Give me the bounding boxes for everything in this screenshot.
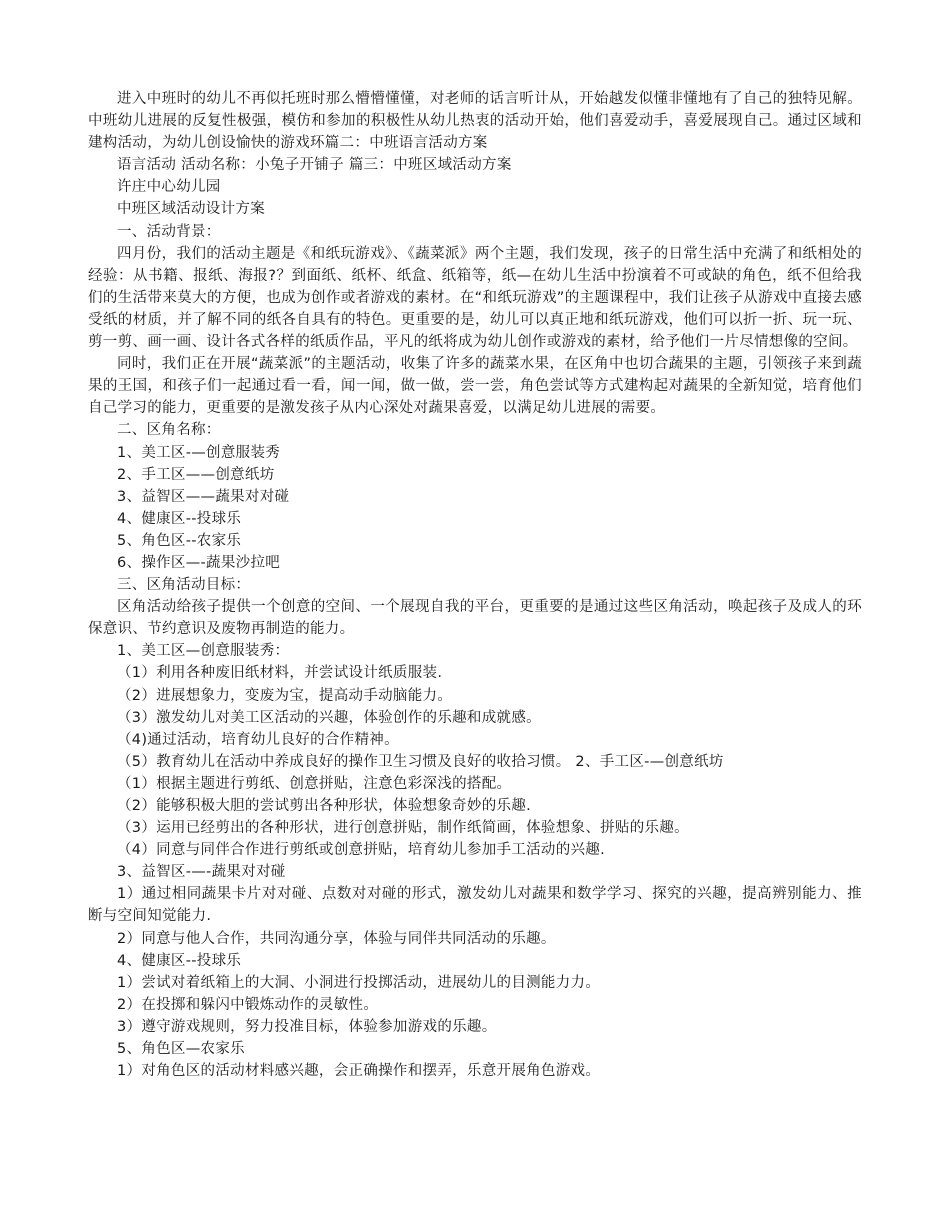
subsection-heading: 3、益智区-—-蔬果对对碰 — [117, 864, 286, 881]
list-item: （4)通过活动，培育幼儿良好的合作精神。 — [117, 731, 399, 748]
list-item: （2）进展想象力，变废为宝，提高动手动脑能力。 — [117, 687, 453, 704]
list-item: （2）能够积极大胆的尝试剪出各种形状，体验想象奇妙的乐趣. — [117, 798, 532, 814]
subsection-heading: 1、美工区—创意服装秀： — [117, 643, 290, 660]
list-item: 3）遵守游戏规则，努力投准目标，体验参加游戏的乐趣。 — [117, 1018, 497, 1035]
background-paragraph: 同时，我们正在开展“蔬菜派”的主题活动，收集了许多的蔬菜水果，在区角中也切合蔬果的主题，引领孩子来到蔬果的王国，和孩子们一起通过看一看，闻一闻，做一做，尝一尝，角色尝试等方式建构起对蔬果的全新知觉，培育他们自己学习的能力，更重要的是激发孩子从内心深处对蔬果喜爱，以满足幼儿进展的需要。 — [88, 356, 862, 417]
list-item: 3、益智区——蔬果对对碰 — [117, 488, 290, 505]
list-item: （1）利用各种废旧纸材料，并尝试设计纸质服装. — [117, 665, 443, 682]
list-item: 2、手工区——创意纸坊 — [117, 466, 275, 483]
list-item: 4、健康区--投球乐 — [117, 510, 242, 527]
list-item: 1）通过相同蔬果卡片对对碰、点数对对碰的形式，激发幼儿对蔬果和数学学习、探究的兴趣，提高辨别能力、推断与空间知觉能力. — [88, 886, 862, 925]
list-item: （3）激发幼儿对美工区活动的兴趣，体验创作的乐趣和成就感。 — [117, 709, 541, 726]
list-item: （1）根据主题进行剪纸、创意拼贴，注意色彩深浅的搭配。 — [117, 775, 512, 792]
list-item: 1）对角色区的活动材料感兴趣，会正确操作和摆弄，乐意开展角色游戏。 — [117, 1063, 601, 1080]
subsection-heading: 4、健康区--投球乐 — [117, 952, 242, 969]
list-item: （3）运用已经剪出的各种形状，进行创意拼贴，制作纸简画，体验想象、拼贴的乐趣。 — [117, 820, 689, 837]
list-item: 1）尝试对着纸箱上的大洞、小洞进行投掷活动，进展幼儿的目测能力力。 — [117, 974, 601, 991]
list-item: （4）同意与同伴合作进行剪纸或创意拼贴，培育幼儿参加手工活动的兴趣. — [117, 842, 606, 859]
list-item: 2）同意与他人合作，共同沟通分享，体验与同伴共同活动的乐趣。 — [117, 930, 556, 947]
document-body — [88, 88, 862, 1082]
kindergarten-name: 许庄中心幼儿园 — [117, 179, 221, 196]
language-activity-line: 语言活动 活动名称：小兔子开铺子 篇三：中班区域活动方案 — [117, 157, 512, 174]
list-item: 2）在投掷和躲闪中锻炼动作的灵敏性。 — [117, 996, 379, 1013]
goals-paragraph: 区角活动给孩子提供一个创意的空间、一个展现自我的平台，更重要的是通过这些区角活动，唤起孩子及成人的环保意识、节约意识及废物再制造的能力。 — [88, 599, 862, 638]
section-heading-background: 一、活动背景： — [117, 223, 221, 240]
plan-title: 中班区域活动设计方案 — [117, 201, 265, 218]
list-item: （5）教育幼儿在活动中养成良好的操作卫生习惯及良好的收拾习惯。 2、手工区-—创意纸坊 — [117, 753, 724, 770]
section-heading-goals: 三、区角活动目标： — [117, 577, 251, 594]
subsection-heading: 5、角色区—农家乐 — [117, 1041, 245, 1058]
list-item: 1、美工区-—创意服装秀 — [117, 444, 281, 461]
list-item: 5、角色区--农家乐 — [117, 532, 242, 549]
list-item: 6、操作区—-蔬果沙拉吧 — [117, 554, 281, 571]
background-paragraph: 四月份，我们的活动主题是《和纸玩游戏》、《蔬菜派》两个主题，我们发现，孩子的日常生活中充满了和纸相处的经验：从书籍、报纸、海报?？到面纸、纸杯、纸盒、纸箱等，纸—在幼儿生活中扮演着不可或缺的角色，纸不但给我们的生活带来莫大的方便，也成为创作或者游戏的素材。在“和纸玩游戏”的主题课程中，我们让孩子从游戏中直接去感受纸的材质，并了解不同的纸各自具有的特色。更重要的是，幼儿可以真正地和纸玩游戏，他们可以折一折、玩一玩、剪一剪、画一画、设计各式各样的纸质作品，平凡的纸将成为幼儿创作或游戏的素材，给予他们一片尽情想像的空间。 — [88, 245, 862, 351]
section-heading-area-names: 二、区角名称： — [117, 422, 221, 439]
intro-paragraph: 进入中班时的幼儿不再似托班时那么懵懵懂懂，对老师的话言听计从，开始越发似懂非懂地有了自己的独特见解。中班幼儿进展的反复性极强，模仿和参加的积极性从幼儿热衷的活动开始，他们喜爱动手，喜爱展现自己。通过区域和建构活动，为幼儿创设愉快的游戏环篇二：中班语言活动方案 — [88, 91, 862, 152]
